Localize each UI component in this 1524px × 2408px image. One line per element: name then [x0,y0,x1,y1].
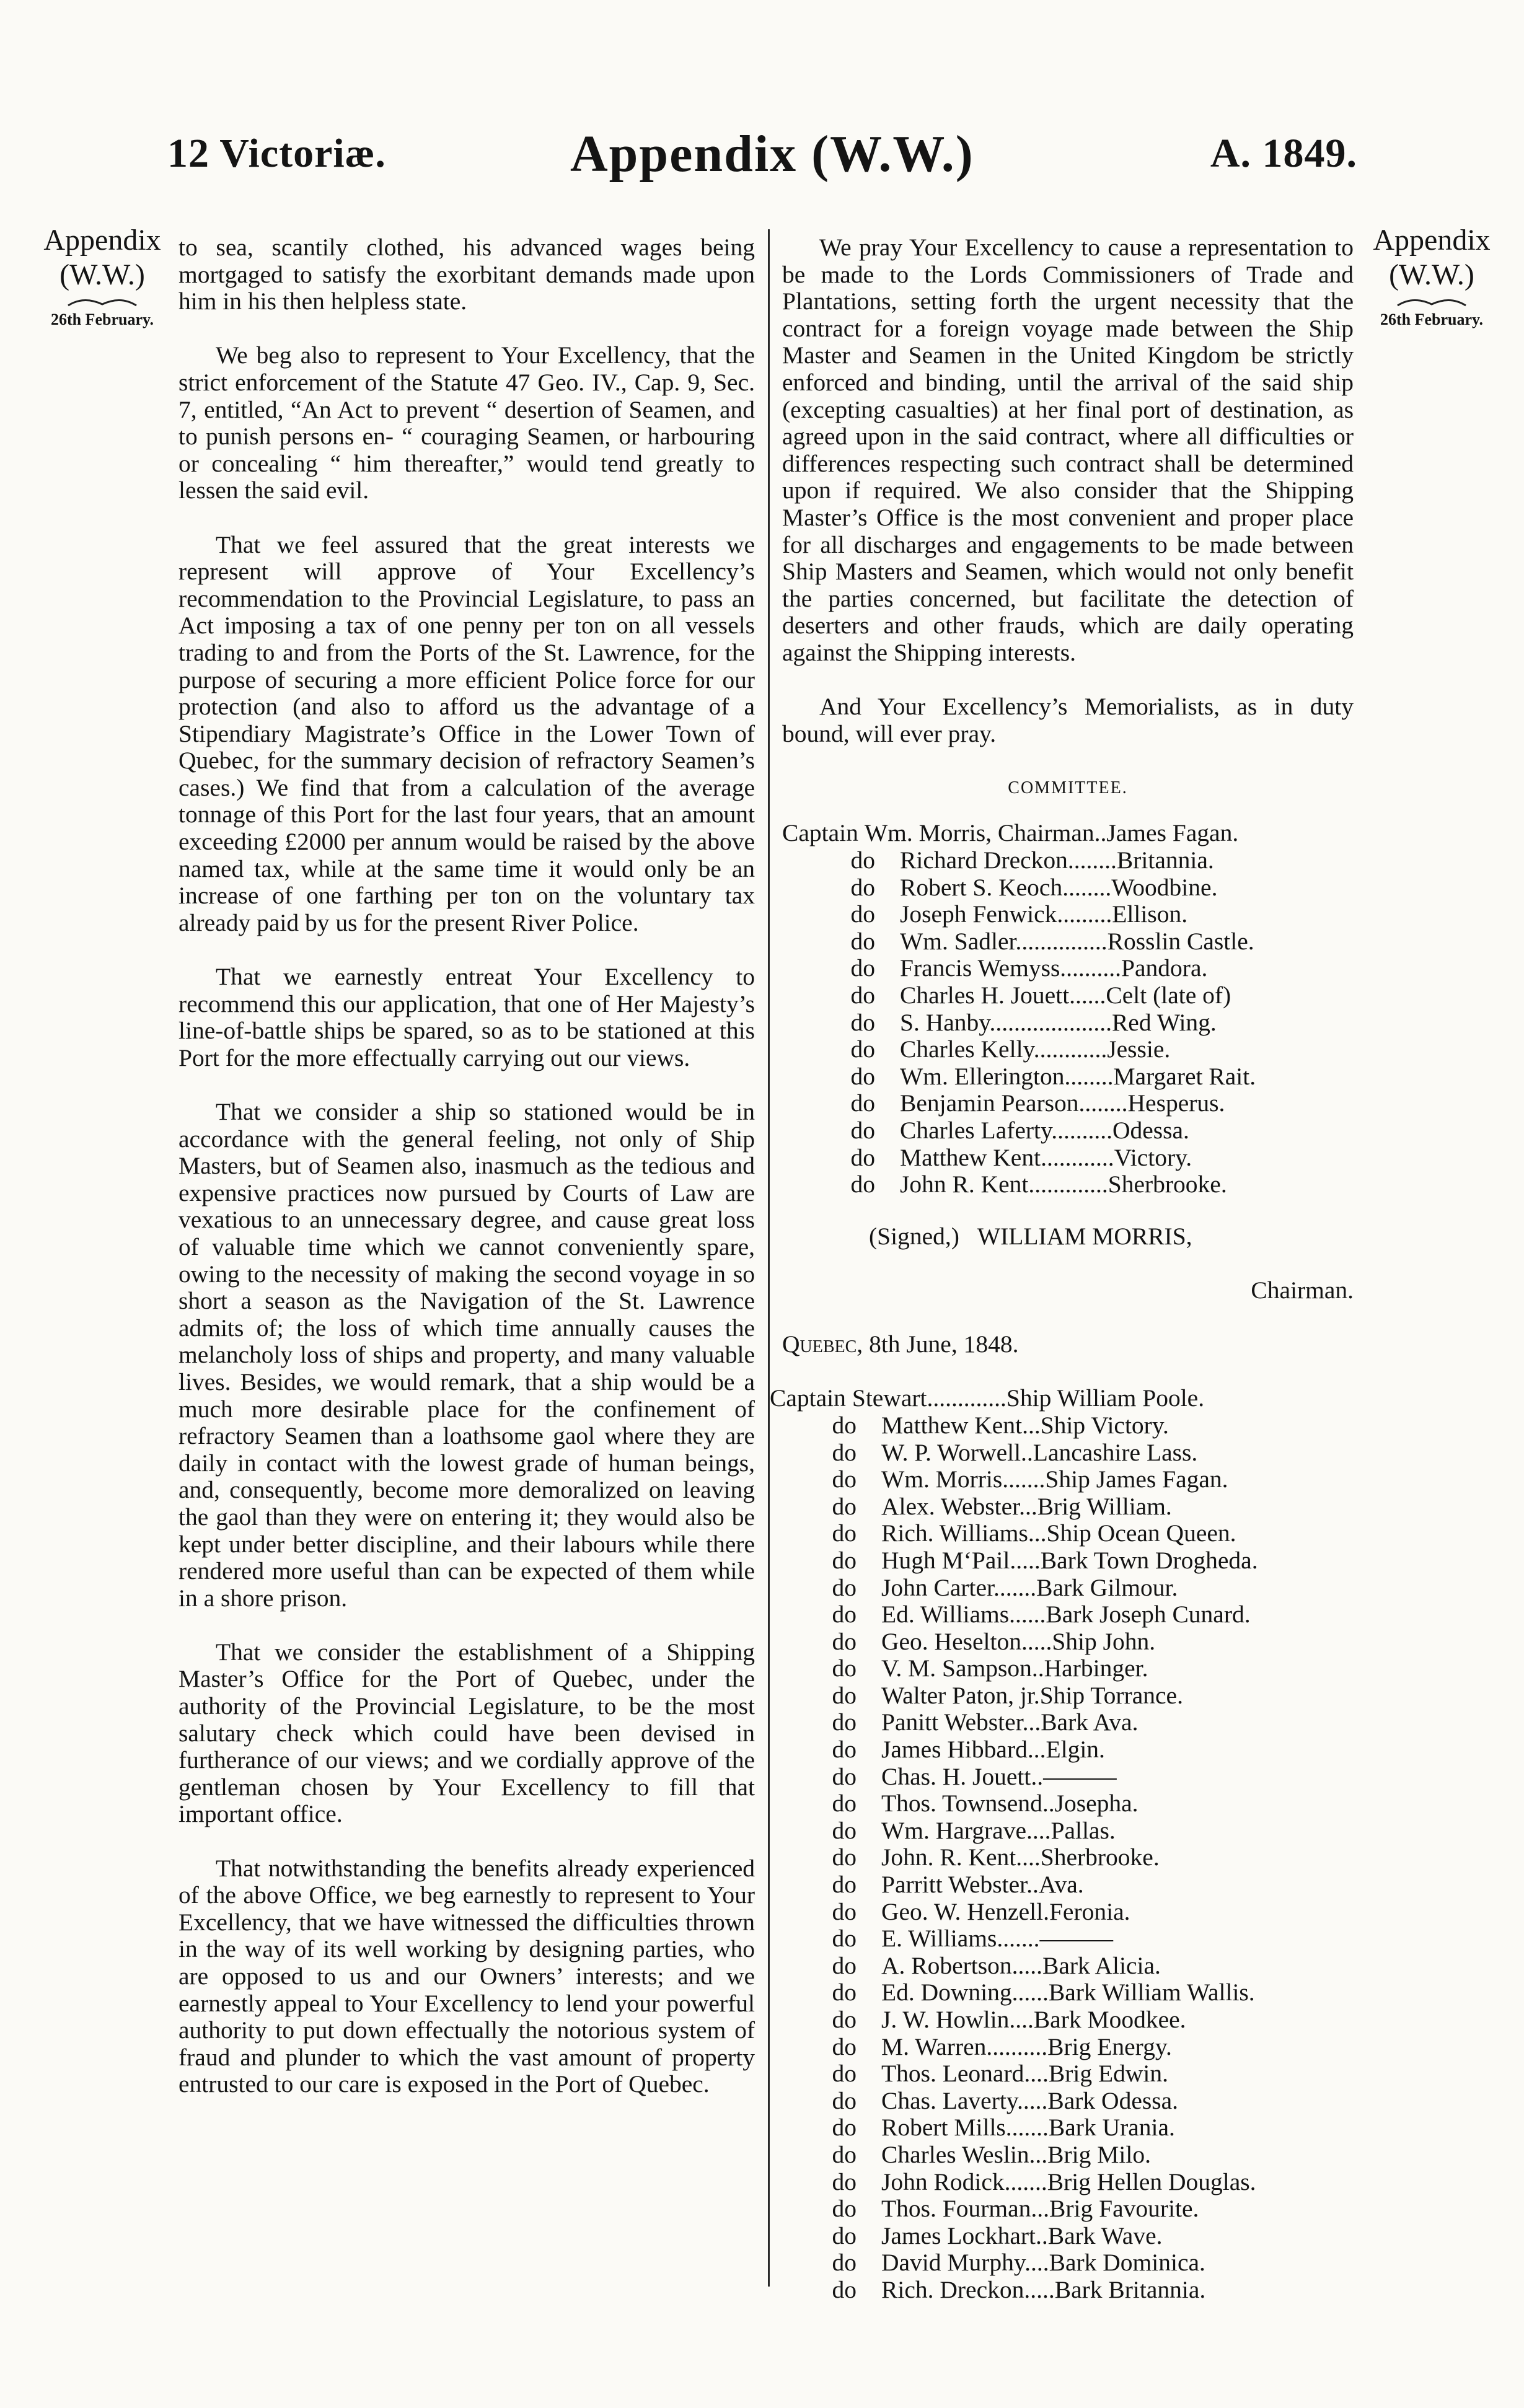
rank-label: do [832,1708,857,1736]
list-item [770,1520,1354,1547]
list-item [770,1899,1354,1926]
header-year: A. 1849. [1210,131,1357,176]
name-and-vessel: Stewart.............Ship William Poole. [852,1384,1205,1412]
name-and-vessel: Francis Wemyss..........Pandora. [900,954,1208,982]
name-and-vessel: W. P. Worwell..Lancashire Lass. [881,1438,1198,1466]
rank-label: do [850,927,875,955]
name-and-vessel: Wm. Ellerington........Margaret Rait. [900,1062,1256,1090]
name-and-vessel: Chas. H. Jouett..——— [881,1762,1117,1790]
list-item [782,955,1354,982]
rank-label: do [832,2006,857,2033]
list-item [770,2060,1354,2088]
rank-label: do [850,1035,875,1063]
list-item [782,820,1354,847]
list-item [770,1412,1354,1439]
rank-label: do [832,1736,857,1764]
rank-label: do [832,1871,857,1899]
name-and-vessel: John R. Kent.............Sherbrooke. [900,1171,1227,1198]
rank-label: do [850,1171,875,1198]
paragraph: We pray Your Excellency to cause a representation to be made to the Lords Commissioners of Trade and Plantations, setting forth the urgent necessity that the contract for a foreign voyage made between the Ship Master and Seamen in the United Kingdom be strictly enforced and binding, until the arrival of the said ship (excepting casualties) at her final port of destination, as agreed upon in the said contract, where all difficulties or differences respecting such contract shall be determined upon if required. We also consider that the Shipping Master’s Office is the most convenient and proper place for all discharges and engagements to be made between Ship Masters and Seamen, which would not only benefit the parties concerned, but facilitate the detection of deserters and other frauds, which are daily operating against the Shipping interests. [782,234,1354,666]
list-item [770,1466,1354,1493]
name-and-vessel: Hugh M‘Pail.....Bark Town Drogheda. [881,1546,1258,1574]
rank-label: do [832,1681,857,1709]
list-item [770,1925,1354,1953]
rank-label: do [832,2275,857,2303]
rank-label: do [850,982,875,1009]
date-line [782,1331,1354,1358]
name-and-vessel: Rich. Williams...Ship Ocean Queen. [881,1519,1236,1547]
margin-date: 26th February. [50,310,154,328]
rank-label: do [832,1951,857,1979]
name-and-vessel: Robert Mills.......Bark Urania. [881,2114,1175,2142]
signature-line [782,1223,1354,1250]
name-and-vessel: Charles Laferty..........Odessa. [900,1117,1189,1144]
rank-label: do [832,2168,857,2195]
name-and-vessel: V. M. Sampson..Harbinger. [881,1654,1148,1682]
rank-label: do [850,900,875,928]
rank-label: do [832,1897,857,1925]
list-item [782,847,1354,874]
list-item [770,1790,1354,1817]
name-and-vessel: Wm. Sadler...............Rosslin Castle. [900,927,1254,955]
list-item [770,2006,1354,2034]
list-item [770,2088,1354,2115]
list-item [782,1090,1354,1117]
rank-label: do [832,1519,857,1547]
list-item [782,1117,1354,1145]
name-and-vessel: J. W. Howlin....Bark Moodkee. [881,2006,1186,2033]
rank-label: do [850,1062,875,1090]
running-header [167,124,1357,192]
name-and-vessel: Joseph Fenwick.........Ellison. [900,900,1188,928]
list-item [770,2114,1354,2142]
rank-label: do [832,1654,857,1682]
list-item [770,1493,1354,1521]
name-and-vessel: John. R. Kent....Sherbrooke. [881,1843,1160,1871]
margin-date: 26th February. [1380,310,1484,328]
name-and-vessel: Robert S. Keoch........Woodbine. [900,873,1218,901]
swash-ornament-icon [31,292,174,310]
list-item [770,1764,1354,1791]
name-and-vessel: Parritt Webster..Ava. [881,1871,1084,1899]
name-and-vessel: Panitt Webster...Bark Ava. [881,1708,1139,1736]
committee-heading: COMMITTEE. [1008,778,1128,798]
name-and-vessel: Thos. Leonard....Brig Edwin. [881,2060,1168,2088]
rank-label: do [850,1089,875,1117]
list-item [782,874,1354,902]
list-item [782,1036,1354,1063]
list-item [770,1439,1354,1467]
header-session: 12 Victoriæ. [167,131,386,176]
rank-label: do [832,2086,857,2114]
name-and-vessel: Rich. Dreckon.....Bark Britannia. [881,2275,1206,2303]
list-item [770,1871,1354,1899]
list-item [782,1009,1354,1037]
list-item [770,2277,1354,2304]
list-item [782,901,1354,928]
list-item [770,1547,1354,1575]
paragraph: We beg also to represent to Your Excellency, that the strict enforcement of the Statute 47 Geo. IV., Cap. 9, Sec. 7, entitled, “An Act to prevent “ desertion of Seamen, and to punish persons en- “ couraging Seamen, or harbouring or concealing “ him thereafter,” would tend greatly to lessen the said evil. [178,341,755,504]
rank-label: do [832,1438,857,1466]
list-item [782,928,1354,956]
paragraph: And Your Excellency’s Memorialists, as in duty bound, will ever pray. [782,693,1354,747]
paragraph: That notwithstanding the benefits already experienced of the above Office, we beg earnestly to represent to Your Excellency, that we have witnessed the difficulties thrown in the way of its well working by designing parties, who are opposed to us and our Owners’ interests; and we earnestly appeal to Your Excellency to lend your powerful authority to put down effectually the notorious system of fraud and plunder to which the vast amount of property entrusted to our care is exposed in the Port of Quebec. [178,1854,755,2098]
header-title: Appendix (W.W.) [570,125,974,183]
name-and-vessel: Wm. Morris, Chairman..James Fagan. [864,819,1239,847]
name-and-vessel: A. Robertson.....Bark Alicia. [881,1951,1161,1979]
list-item [770,1709,1354,1736]
list-item [770,1953,1354,1980]
name-and-vessel: Matthew Kent...Ship Victory. [881,1411,1169,1439]
name-and-vessel: John Carter.......Bark Gilmour. [881,1573,1178,1601]
name-and-vessel: Benjamin Pearson........Hesperus. [900,1089,1225,1117]
rank-label: do [832,1601,857,1628]
name-and-vessel: Walter Paton, jr.Ship Torrance. [881,1681,1183,1709]
name-and-vessel: Geo. Heselton.....Ship John. [881,1627,1156,1655]
rank-label: do [832,2249,857,2277]
list-item [770,1682,1354,1710]
name-and-vessel: James Lockhart..Bark Wave. [881,2221,1163,2249]
name-and-vessel: Matthew Kent............Victory. [900,1143,1192,1171]
rank-label: do [832,1843,857,1871]
rank-label: do [832,2221,857,2249]
rank-label: do [832,1816,857,1844]
rank-label: do [832,1492,857,1520]
rank-label: do [832,1925,857,1953]
name-and-vessel: John Rodick.......Brig Hellen Douglas. [881,2168,1256,2195]
name-and-vessel: Charles Weslin...Brig Milo. [881,2140,1151,2168]
rank-label: do [832,2032,857,2060]
swash-ornament-icon [1357,292,1506,310]
name-and-vessel: M. Warren..........Brig Energy. [881,2032,1172,2060]
name-and-vessel: Chas. Laverty.....Bark Odessa. [881,2086,1178,2114]
name-and-vessel: Wm. Hargrave....Pallas. [881,1816,1116,1844]
list-item [782,1171,1354,1198]
list-item [782,982,1354,1009]
date-place: Quebec, [782,1330,863,1358]
rank-label: do [832,1979,857,2006]
paragraph: That we earnestly entreat Your Excellency to recommend this our application, that one of Her Majesty’s line-of-battle ships be spared, so as to be stationed at this Port for the more effectually carrying out our views. [178,963,755,1071]
name-and-vessel: Richard Dreckon........Britannia. [900,846,1214,874]
list-item [770,1844,1354,1871]
rank-label: Captain [770,1384,846,1412]
paragraph: That we feel assured that the great interests we represent will approve of Your Excellency’s recommendation to the Provincial Legislature, to pass an Act imposing a tax of one penny per ton on all vessels trading to and from the Ports of the St. Lawrence, for the purpose of securing a more efficient Police force for our protection (and also to afford us the advantage of a Stipendiary Magistrate’s Office in the Lower Town of Quebec, for the summary decision of refractory Seamen’s cases.) We find that from a calculation of the average tonnage of this Port for the last four years, that an amount exceeding £2000 per annum would be raised by the above named tax, while at the same time it would only be an increase of one farthing per ton on the voluntary tax already paid by us for the present River Police. [178,530,755,936]
rank-label: do [832,1790,857,1817]
name-and-vessel: Wm. Morris.......Ship James Fagan. [881,1465,1228,1493]
rank-label: do [832,1573,857,1601]
left-column [178,234,755,2125]
list-item [770,1817,1354,1845]
name-and-vessel: David Murphy....Bark Dominica. [881,2249,1205,2277]
name-and-vessel: Thos. Fourman...Brig Favourite. [881,2195,1199,2223]
list-item [770,1736,1354,1764]
rank-label: do [832,1546,857,1574]
list-item [782,1063,1354,1091]
name-and-vessel: Ed. Downing......Bark William Wallis. [881,1979,1255,2006]
list-item [770,1979,1354,2006]
rank-label: do [850,954,875,982]
committee-list [782,820,1354,1198]
list-item [770,2195,1354,2223]
list-item [770,1628,1354,1656]
name-and-vessel: Charles H. Jouett......Celt (late of) [900,982,1231,1009]
list-item [770,2169,1354,2196]
right-column [770,234,1354,2329]
rank-label: do [850,1143,875,1171]
paragraph: to sea, scantily clothed, his advanced wages being mortgaged to satisfy the exorbitant demands made upon him in his then helpless state. [178,234,755,315]
paragraph: That we consider a ship so stationed would be in accordance with the general feeling, not only of Ship Masters, but of Seamen also, inasmuch as the tedious and expensive practices now pursued by Courts of Law are vexatious to an unnecessary degree, and cause great loss of valuable time which we cannot conveniently spare, owing to the necessity of making the second voyage in so short a season as the Navigation of the St. Lawrence admits of; the loss of which time annually causes the melancholy loss of ships and property, and many valuable lives. Besides, we would remark, that a ship would be a much more desirable place for the confinement of refractory Seamen than a loathsome gaol where they are daily in contact with the lowest grade of human beings, and, consequently, become more demoralized on leaving the gaol than they were on entering it; they would also be kept under better discipline, and their labours while there rendered more useful than can be expected of them while in a shore prison. [178,1098,755,1612]
name-and-vessel: Geo. W. Henzell.Feronia. [881,1897,1130,1925]
date-text: 8th June, 1848. [869,1330,1019,1358]
ship-masters-list [770,1385,1354,2303]
list-item [770,1655,1354,1682]
rank-label: do [832,2114,857,2142]
paragraph: That we consider the establishment of a Shipping Master’s Office for the Port of Quebec, under the authority of the Provincial Legislature, to be the most salutary check which could have been devised in furtherance of our views; and we cordially approve of the gentleman chosen by Your Excellency to fill that important office. [178,1638,755,1828]
margin-title: Appendix [43,224,161,257]
list-item [770,2249,1354,2277]
margin-code: (W.W.) [59,258,145,291]
margin-code: (W.W.) [1389,258,1474,291]
rank-label: do [832,1762,857,1790]
rank-label: do [832,2195,857,2223]
name-and-vessel: James Hibbard...Elgin. [881,1736,1105,1764]
rank-label: Captain [782,819,858,847]
rank-label: do [832,1465,857,1493]
rank-label: do [832,1411,857,1439]
list-item [770,1575,1354,1602]
rank-label: do [850,873,875,901]
right-margin-note [1357,223,1506,330]
signed-label: (Signed,) [869,1222,959,1250]
name-and-vessel: Ed. Williams......Bark Joseph Cunard. [881,1601,1251,1628]
name-and-vessel: E. Williams.......——— [881,1925,1114,1953]
rank-label: do [832,1627,857,1655]
list-item [782,1145,1354,1172]
signed-name: WILLIAM MORRIS, [977,1222,1192,1250]
margin-title: Appendix [1373,224,1491,257]
list-item [770,2034,1354,2061]
list-item [770,2142,1354,2169]
name-and-vessel: Alex. Webster...Brig William. [881,1492,1172,1520]
rank-label: do [850,1117,875,1144]
rank-label: do [850,846,875,874]
rank-label: do [850,1008,875,1036]
rank-label: do [832,2060,857,2088]
list-item [770,1601,1354,1628]
rank-label: do [832,2140,857,2168]
list-item [770,1385,1354,1412]
left-margin-note [31,223,174,330]
name-and-vessel: Charles Kelly............Jessie. [900,1035,1171,1063]
chairman-title: Chairman. [1251,1276,1354,1304]
list-item [770,2223,1354,2250]
name-and-vessel: Thos. Townsend..Josepha. [881,1790,1139,1817]
name-and-vessel: S. Hanby....................Red Wing. [900,1008,1217,1036]
